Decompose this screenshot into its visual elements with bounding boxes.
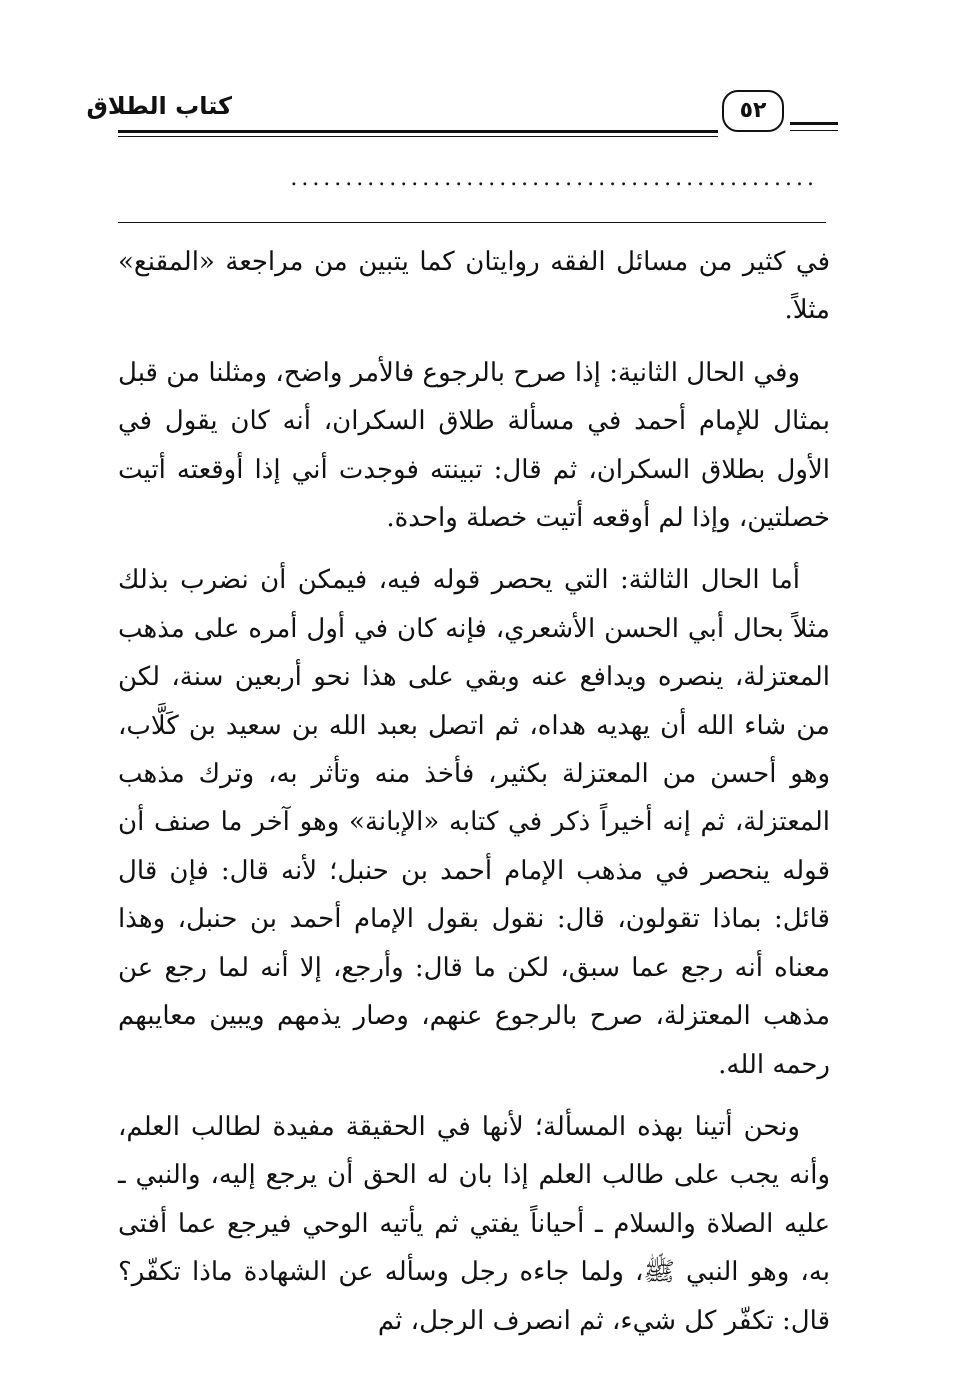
- page-body: [118, 238, 830, 1359]
- paragraph-3: أما الحال الثالثة: التي يحصر قوله فيه، فيمكن أن نضرب بذلك مثلاً بحال أبي الحسن الأشعري، فإنه كان في أول أمره على مذهب المعتزلة، ينصره ويدافع عنه وبقي على هذا نحو أربعين سنة، لكن من شاء الله أن يهديه هداه، ثم اتصل بعبد الله بن سعيد بن كَلَّاب، وهو أحسن من المعتزلة بكثير، فأخذ منه وتأثر به، وترك مذهب المعتزلة، ثم إنه أخيراً ذكر في كتابه «الإبانة» وهو آخر ما صنف أن قوله ينحصر في مذهب الإمام أحمد بن حنبل؛ لأنه قال: فإن قال قائل: بماذا تقولون، قال: نقول بقول الإمام أحمد بن حنبل، وهذا معناه أنه رجع عما سبق، لكن ما قال: وأرجع، إلا أنه لما رجع عن مذهب المعتزلة، صرح بالرجوع عنهم، وصار يذمهم ويبين معايبهم رحمه الله.: [118, 565, 830, 1080]
- paragraph-1: في كثير من مسائل الفقه روايتان كما يتبين من مراجعة «المقنع» مثلاً.: [118, 247, 830, 326]
- header-rule-right-thin: [790, 130, 838, 131]
- header-rule-thick: [118, 130, 718, 133]
- section-divider: [118, 222, 826, 223]
- book-title: كتاب الطلاق: [86, 92, 232, 120]
- page-header: [86, 84, 838, 144]
- header-rule-thin: [118, 136, 718, 137]
- paragraph-2: وفي الحال الثانية: إذا صرح بالرجوع فالأمر واضح، ومثلنا من قبل بمثال للإمام أحمد في مسألة طلاق السكران، أنه كان يقول في الأول بطلاق السكران، ثم قال: تبينته فوجدت أني إذا أوقعته أتيت خصلتين، وإذا لم أوقعه أتيت خصلة واحدة.: [118, 357, 830, 534]
- continuation-dots: ................................................: [290, 166, 818, 191]
- header-rule-right-thick: [790, 122, 838, 125]
- paragraph-4: ونحن أتينا بهذه المسألة؛ لأنها في الحقيقة مفيدة لطالب العلم، وأنه يجب على طالب العلم إذا بان له الحق أن يرجع إليه، والنبي ـ عليه الصلاة والسلام ـ أحياناً يفتي ثم يأتيه الوحي فيرجع عما أفتى به، وهو النبي ﷺ، ولما جاءه رجل وسأله عن الشهادة ماذا تكفّر؟ قال: تكفّر كل شيء، ثم انصرف الرجل، ثم: [118, 1111, 830, 1336]
- page-number: ٥٢: [722, 90, 784, 132]
